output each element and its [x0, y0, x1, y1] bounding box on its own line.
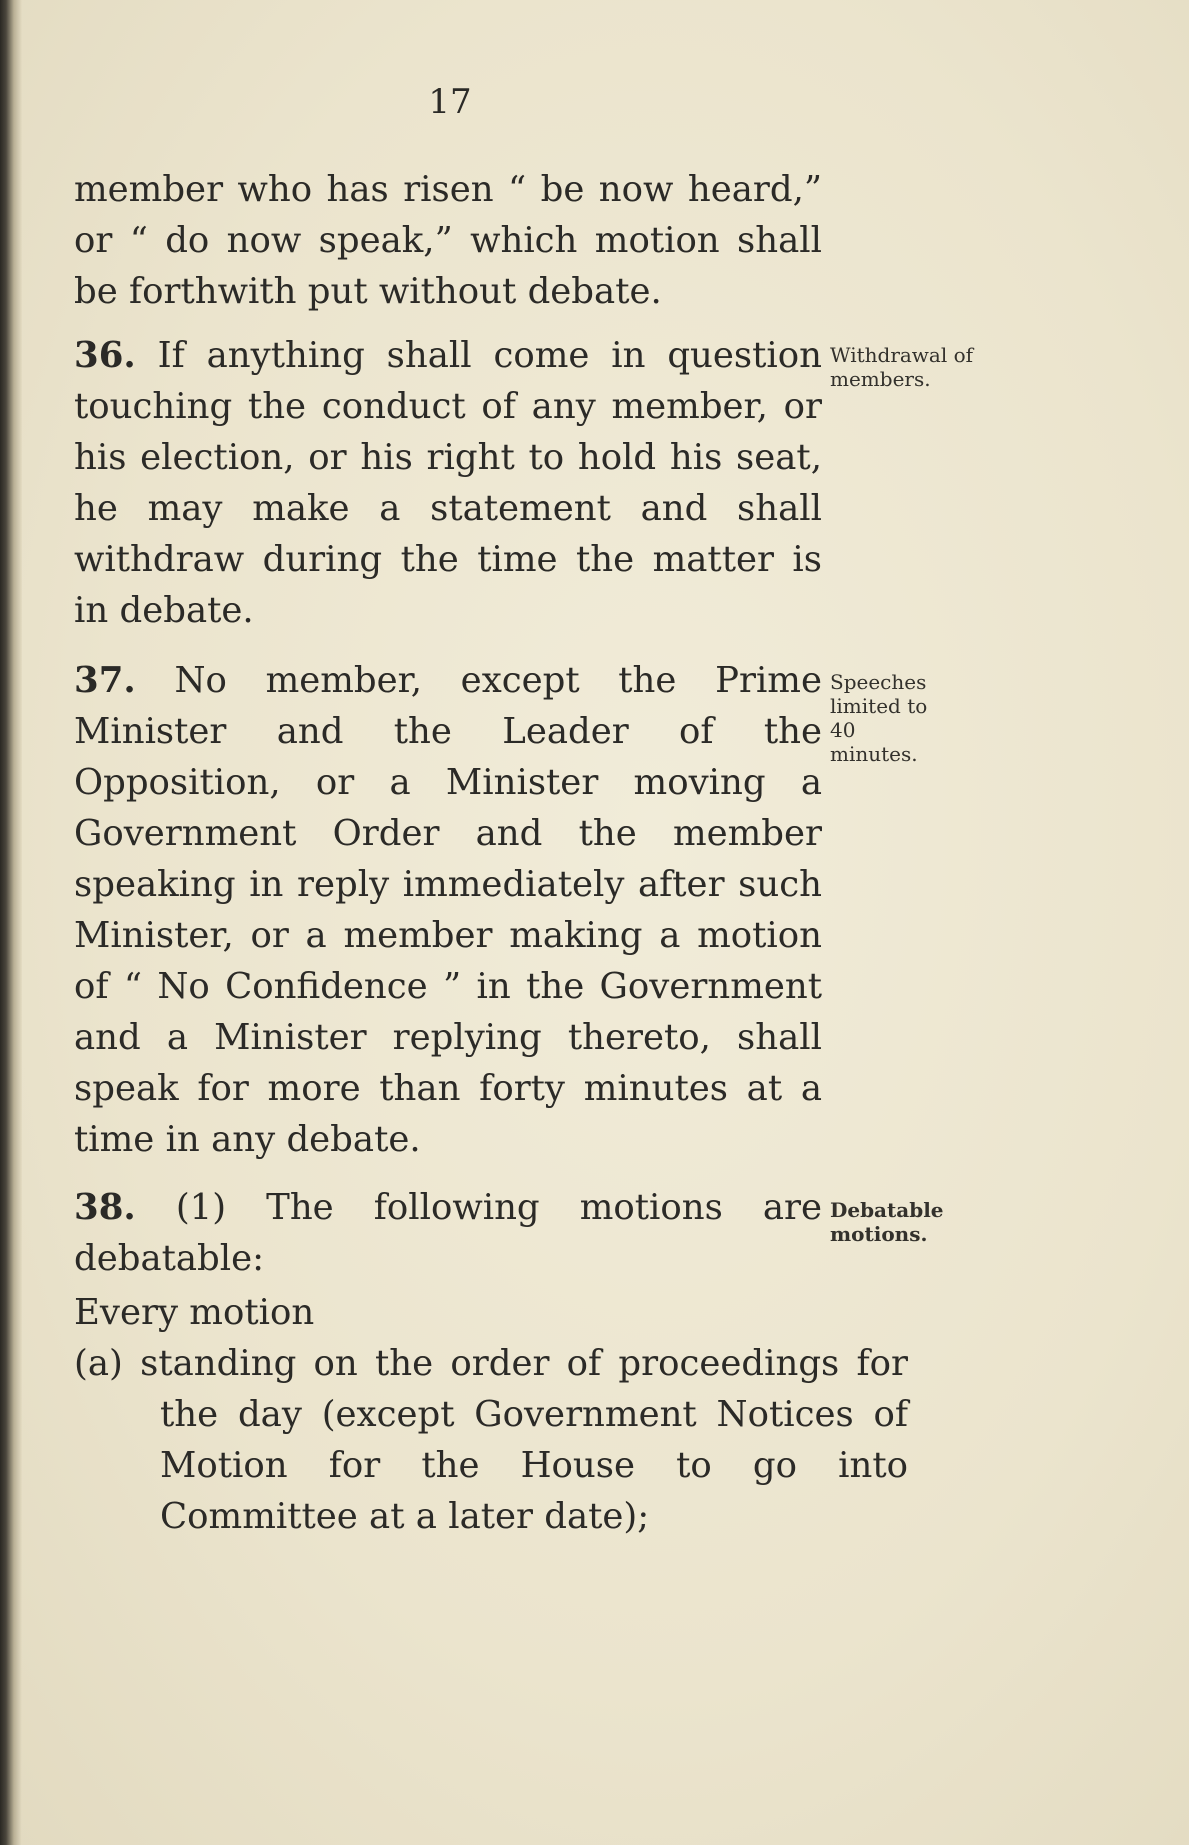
marginal-note-36: Withdrawal of members.	[830, 343, 974, 391]
section-38-text: (1) The following motions are debatable:	[74, 1187, 822, 1279]
book-binding-edge	[0, 0, 22, 1845]
section-36-text: If anything shall come in question touching the conduct of any member, or his election, or his right to hold his seat, he may make a statement and shall withdraw during the time the matter is in debate.	[74, 335, 822, 631]
section-36	[74, 330, 822, 636]
section-38-number: 38.	[74, 1187, 136, 1228]
page-number: 17	[428, 82, 472, 122]
item-a	[74, 1338, 908, 1542]
lead-in-text: Every motion	[74, 1292, 315, 1333]
marginal-note-38: Debatable motions.	[830, 1198, 944, 1246]
section-37-number: 37.	[74, 660, 136, 701]
section-37	[74, 655, 822, 1165]
marginal-note-37: Speeches limited to 40 minutes.	[830, 670, 928, 766]
section-38	[74, 1182, 822, 1284]
item-a-label: (a)	[74, 1343, 123, 1384]
continuation-text: member who has risen “ be now heard,” or “ do now speak,” which motion shall be forthwith put without debate.	[74, 169, 822, 312]
section-37-text: No member, except the Prime Minister and the Leader of the Opposition, or a Minister moving a Government Order and the member speaking in reply immediately after such Minister, or a member making a motion of “ No Confidence ” in the Government and a Minister replying thereto, shall speak for more than forty minutes at a time in any debate.	[74, 660, 822, 1160]
item-a-text: standing on the order of proceedings for the day (except Government Notices of Motion for the House to go into Committee at a later date);	[140, 1343, 908, 1537]
section-36-number: 36.	[74, 335, 136, 376]
continuation-paragraph	[74, 164, 822, 317]
lead-in	[74, 1287, 822, 1338]
